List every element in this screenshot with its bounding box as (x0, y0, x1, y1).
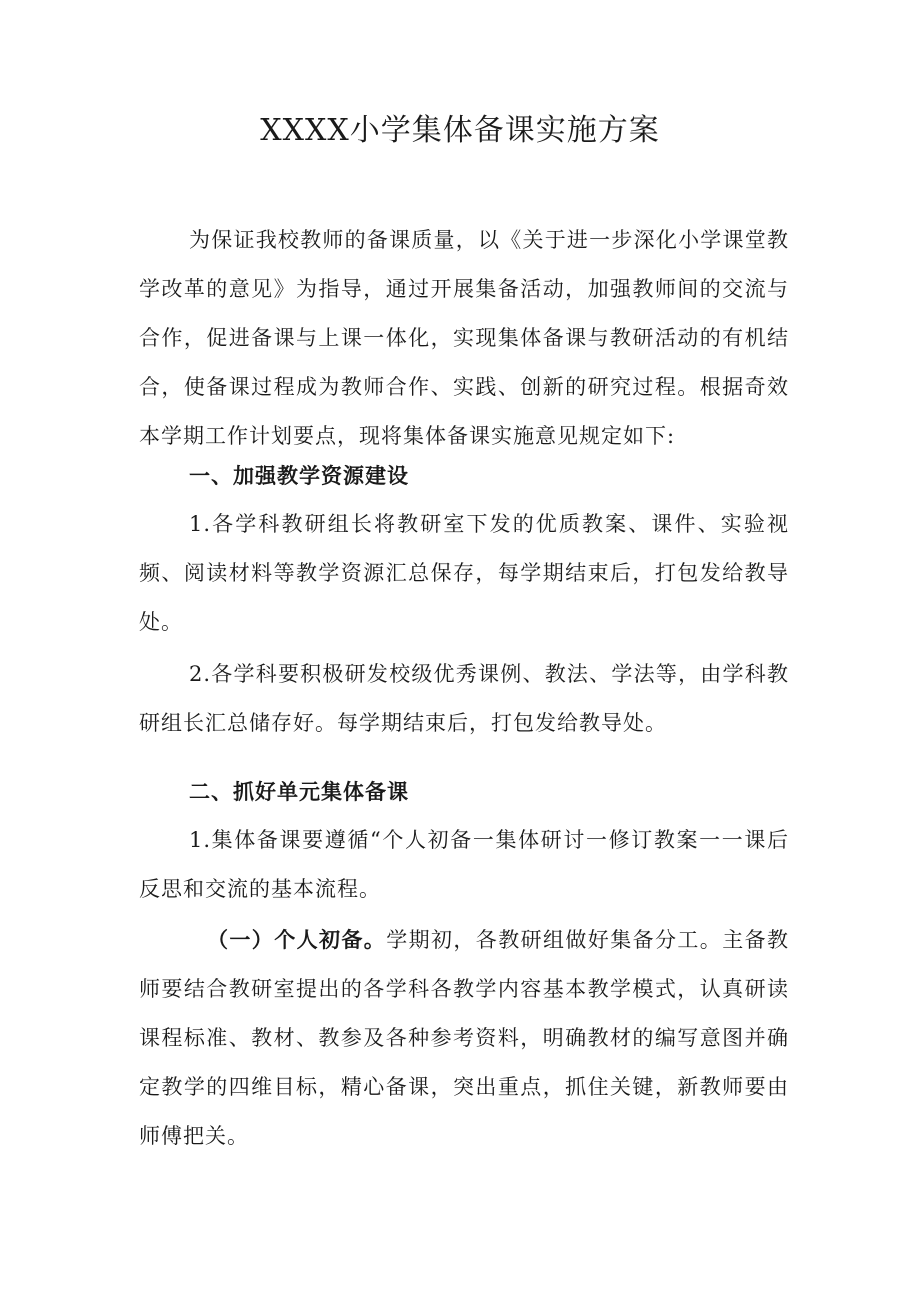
intro-paragraph: 为保证我校教师的备课质量，以《关于进一步深化小学课堂教学改革的意见》为指导，通过开展集备活动，加强教师间的交流与合作，促进备课与上课一体化，实现集体备课与教研活动的有机结合，使备课过程成为教师合作、实践、创新的研究过程。根据奇效本学期工作计划要点，现将集体备课实施意见规定如下: (139, 228, 789, 448)
section1-item1: 1.各学科教研组长将教研室下发的优质教案、课件、实验视频、阅读材料等教学资源汇总保存，每学期结束后，打包发给教导处。 (139, 512, 789, 634)
document-title: XXXX小学集体备课实施方案 (260, 113, 660, 148)
section1-item2: 2.各学科要积极研发校级优秀课例、教法、学法等，由学科教研组长汇总储存好。每学期结束后，打包发给教导处。 (139, 662, 789, 735)
section2-item1: 1.集体备课要遵循“个人初备一集体研讨一修订教案一一课后反思和交流的基本流程。 (139, 828, 789, 901)
sub1-label: （一）个人初备。 (207, 927, 387, 952)
section2-sub1-paragraph (139, 915, 789, 1161)
sub1-text: 学期初，各教研组做好集备分工。主备教师要结合教研室提出的各学科各教学内容基本教学模式，认真研读课程标准、教材、教参及各种参考资料，明确教材的编写意图并确定教学的四维目标，精心备课，突出重点，抓住关键，新教师要由师傅把关。 (139, 928, 790, 1148)
section1-heading: 一、加强教学资源建设 (189, 463, 409, 488)
section2-heading: 二、抓好单元集体备课 (189, 779, 409, 804)
